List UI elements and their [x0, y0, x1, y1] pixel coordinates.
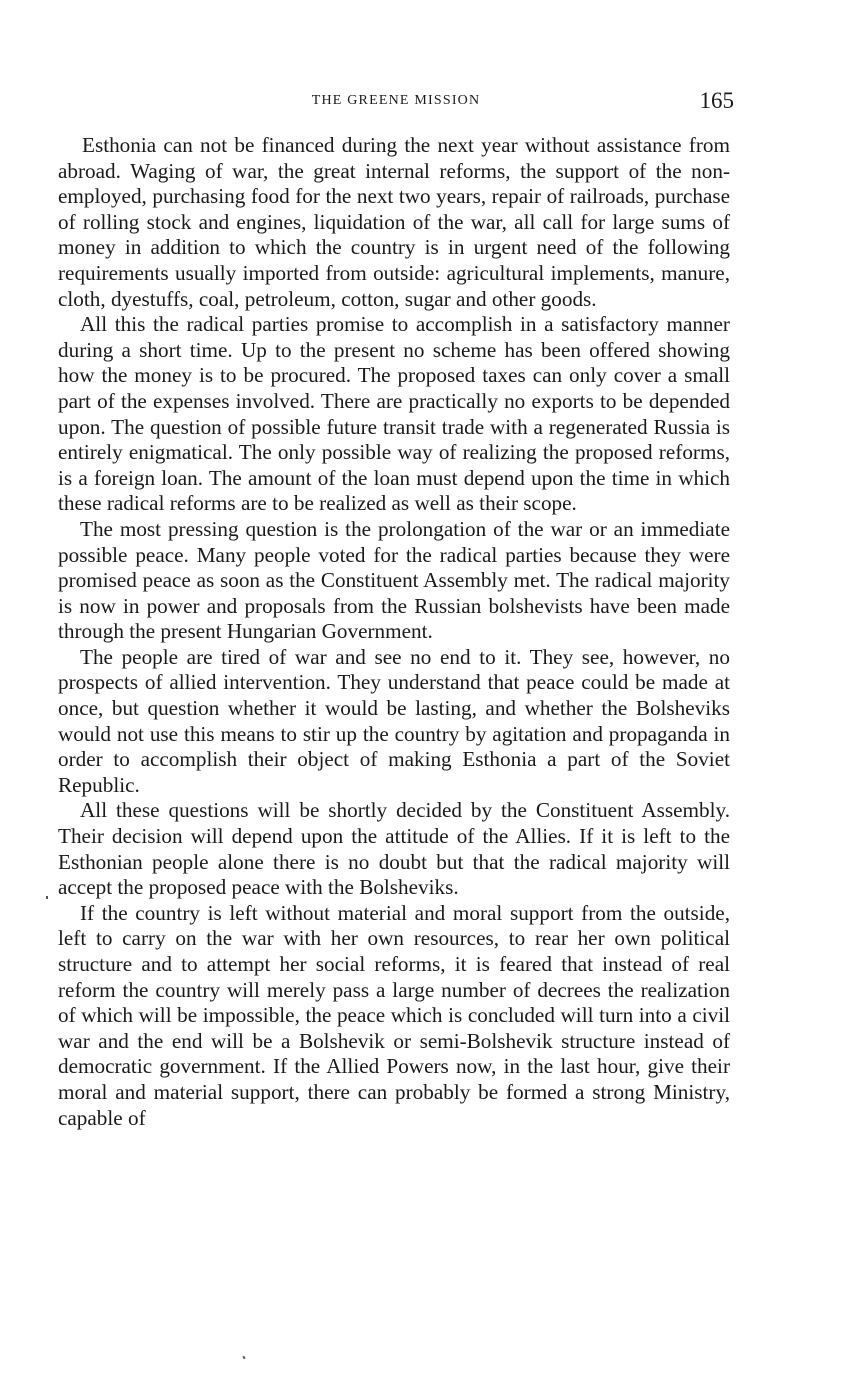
paragraph-people-tired: The people are tired of war and see no end to it. They see, however, no prospects of allied intervention. They understand that peace could be made at once, but question whether it would be lasting, and whether the Bolsheviks would not use this means to stir up the country by agitation and propaganda in order to accomplish their object of making Esthonia a part of the Soviet Republic. [58, 644, 730, 797]
running-title: THE GREENE MISSION [311, 93, 481, 108]
paragraph-allied-support: If the country is left without material and moral support from the outside, left to carry on the war with her own resources, to rear her own political structure and to attempt her social reforms, it is feared that instead of real reform the country will merely pass a large number of decrees the realization of which will be impossible, the peace which is concluded will turn into a civil war and the end will be a Bolshevik or semi-Bolshevik structure instead of democratic government. If the Allied Powers now, in the last hour, give their moral and material support, there can probably be formed a strong Ministry, capable of [58, 900, 730, 1130]
page-number: 165 [699, 88, 734, 113]
paragraph-constituent-assembly: All these questions will be shortly decided by the Constituent Assembly. Their decision will depend upon the attitude of the Allies. If it is left to the Esthonian people alone there is no doubt but that the radical majority will accept the proposed peace with the Bolsheviks. [58, 798, 730, 900]
body-text [58, 133, 730, 1131]
paragraph-financing: Esthonia can not be financed during the next year without assistance from abroad. Waging of war, the great internal reforms, the support of the non-employed, purchasing food for the next two years, repair of railroads, purchase of rolling stock and engines, liquidation of the war, all call for large sums of money in addition to which the country is in urgent need of the following requirements usually imported from outside: agricultural implements, manure, cloth, dyestuffs, coal, petroleum, cotton, sugar and other goods. [58, 133, 730, 311]
paragraph-radical-parties: All this the radical parties promise to accomplish in a satisfactory manner during a short time. Up to the present no scheme has been offered showing how the money is to be procured. The proposed taxes can only cover a small part of the expenses involved. There are practically no exports to be depended upon. The question of possible future transit trade with a regenerated Russia is entirely enigmatical. The only possible way of realizing the proposed reforms, is a foreign loan. The amount of the loan must depend upon the time in which these radical reforms are to be realized as well as their scope. [58, 312, 730, 516]
paragraph-war-or-peace: The most pressing question is the prolongation of the war or an immediate possible peace. Many people voted for the radical parties because they were promised peace as soon as the Constituent Assembly met. The radical majority is now in power and proposals from the Russian bolshevists have been made through the present Hungarian Government. [58, 516, 730, 644]
running-head [58, 88, 734, 118]
scan-speck [242, 1356, 245, 1360]
scan-speck [46, 896, 48, 899]
